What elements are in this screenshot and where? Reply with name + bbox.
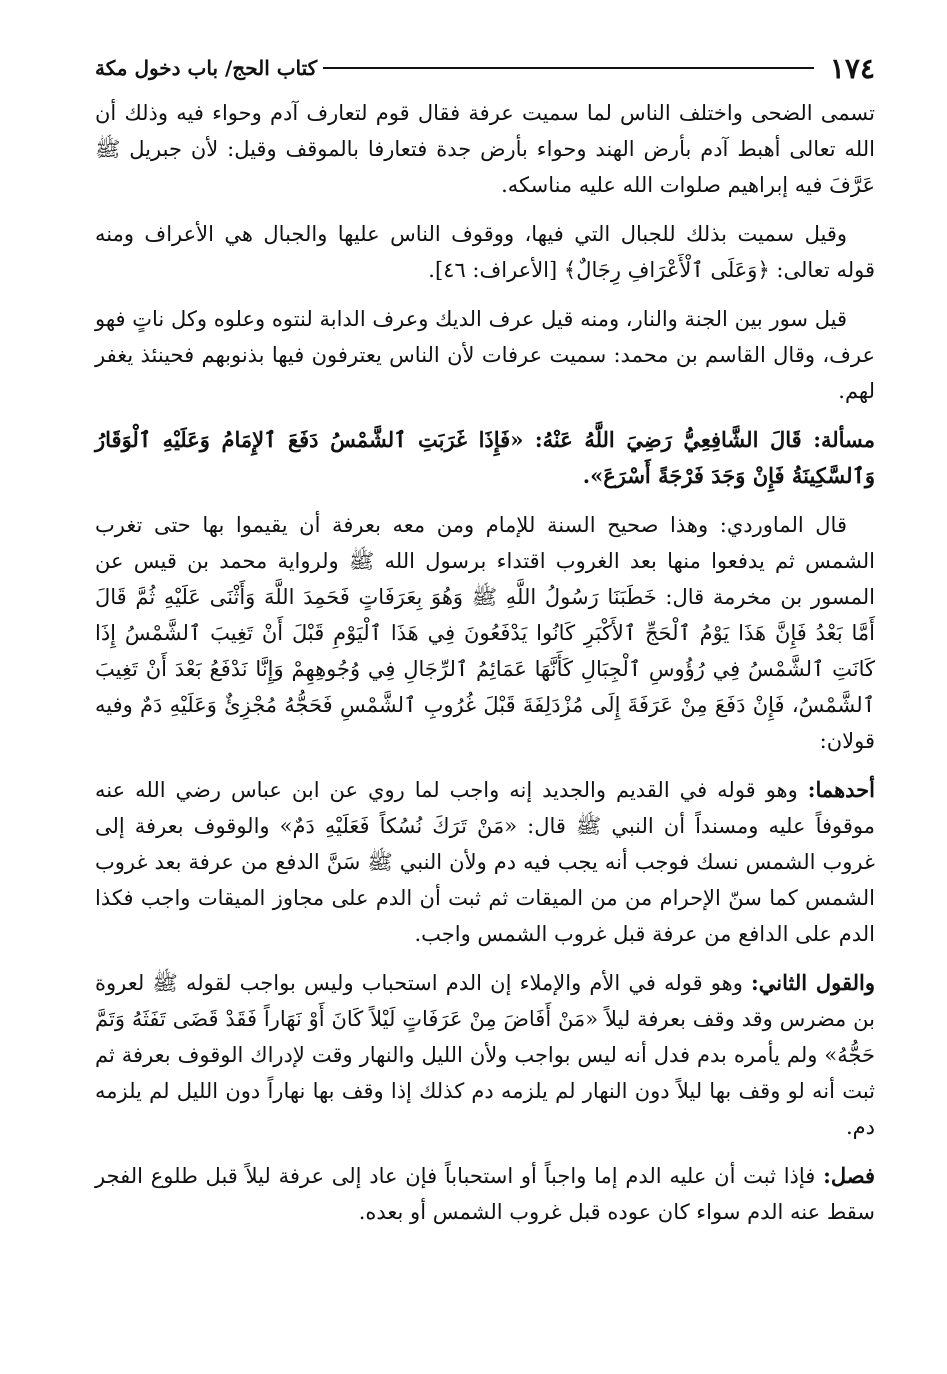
paragraph-second-opinion [95, 965, 875, 1145]
paragraph-text: تسمى الضحى واختلف الناس لما سميت عرفة فقال قوم لتعارف آدم وحواء فيه وذلك أن الله تعالى أهبط آدم بأرض الهند وحواء بأرض جدة فتعارفا بالموقف وقيل: لأن جبريل ﷺ عَرَّفَ فيه إبراهيم صلوات الله عليه مناسكه. [95, 101, 875, 197]
paragraph-lead: فصل: [823, 1163, 875, 1188]
paragraph-arafah-naming [95, 95, 875, 203]
header-rule [323, 67, 814, 69]
paragraph-text: قال الماوردي: وهذا صحيح السنة للإمام ومن معه بعرفة أن يقيموا بها حتى تغرب الشمس ثم يدفعوا منها بعد الغروب اقتداء برسول الله ﷺ ولرواية محمد بن قيس عن المسور بن مخرمة قال: خَطَبَنَا رَسُولُ اللَّهِ ﷺ وَهُوَ بِعَرَفَاتٍ فَحَمِدَ اللَّهَ وَأَثْنَى عَلَيْهِ ثُمَّ قَالَ أَمَّا بَعْدُ فَإِنَّ هَذَا يَوْمُ ٱلْحَجِّ ٱلأَكْبَرِ كَانُوا يَدْفَعُونَ فِي هَذَا ٱلْيَوْمِ قَبْلَ أَنْ تَغِيبَ ٱلشَّمْسُ إِذَا كَانَتِ ٱلشَّمْسُ فِي رُؤُوسِ ٱلْجِبَالِ كَأَنَّهَا عَمَائِمُ ٱلرِّجَالِ فِي وُجُوهِهِمْ وَإِنَّا نَدْفَعُ بَعْدَ أَنْ تَغِيبَ ٱلشَّمْسُ، فَإِنْ دَفَعَ مِنْ عَرَفَةَ إِلَى مُزْدَلِفَةَ قَبْلَ غُرُوبِ ٱلشَّمْسِ فَحَجُّهُ مُجْزِئٌ وَعَلَيْهِ دَمٌ وفيه قولان: [95, 513, 875, 753]
paragraph-text: قيل سور بين الجنة والنار، ومنه قيل عرف الديك وعرف الدابة لنتوه وعلوه وكل ناتٍ فهو عرف، وقال القاسم بن محمد: سميت عرفات لأن الناس يعترفون فيها بذنوبهم فحينئذ يغفر لهم. [95, 307, 875, 403]
page-number: ١٧٤ [829, 51, 875, 85]
paragraph-mountains [95, 216, 875, 288]
paragraph-lead: والقول الثاني: [751, 970, 875, 995]
paragraph-lead: أحدهما: [807, 777, 875, 802]
paragraph-text: فإذا ثبت أن عليه الدم إما واجباً أو استحباباً فإن عاد إلى عرفة ليلاً قبل طلوع الفجر سقط عنه الدم سواء كان عوده قبل غروب الشمس أو بعده. [95, 1164, 875, 1224]
paragraph-text: وهو قوله في القديم والجديد إنه واجب لما روي عن ابن عباس رضي الله عنه موقوفاً عليه ومسنداً أن النبي ﷺ قال: «مَنْ تَرَكَ نُسُكاً فَعَلَيْهِ دَمٌ» والوقوف بعرفة إلى غروب الشمس نسك فوجب أنه يجب فيه دم ولأن النبي ﷺ سَنَّ الدفع من عرفة بعد غروب الشمس كما سنّ الإحرام من من الميقات ثم ثبت أن الدم على مجاوز الميقات واجب فكذا الدم على الدافع من عرفة قبل غروب الشمس واجب. [95, 778, 875, 946]
paragraph-masalah [95, 422, 875, 494]
page-body [95, 95, 875, 1243]
paragraph-wall [95, 301, 875, 409]
paragraph-fasl [95, 1158, 875, 1230]
paragraph-text: رَضِيَ اللَّهُ عَنْهُ: «فَإِذَا غَرَبَتِ ٱلشَّمْسُ دَفَعَ ٱلإِمَامُ وَعَلَيْهِ ٱلْوَقَارُ وَٱلسَّكِينَةُ فَإِنْ وَجَدَ فَرْجَةً أَسْرَعَ». [95, 427, 875, 488]
paragraph-text: وقيل سميت بذلك للجبال التي فيها، ووقوف الناس عليها والجبال هي الأعراف ومنه قوله تعالى: ﴿وَعَلَى ٱلْأَعْرَافِ رِجَالٌ﴾ [الأعراف: ٤٦]. [95, 222, 875, 282]
paragraph-text: وهو قوله في الأم والإملاء إن الدم استحباب وليس بواجب لقوله ﷺ لعروة بن مضرس وقد وقف بعرفة ليلاً «مَنْ أَفَاضَ مِنْ عَرَفَاتٍ لَيْلاً كَانَ أَوْ نَهَاراً فَقَدْ قَضَى تَفَثَهُ وَتَمَّ حَجُّهُ» ولم يأمره بدم فدل أنه ليس بواجب ولأن الليل والنهار وقت لإدراك الوقوف بعرفة ثم ثبت أنه لو وقف بها ليلاً دون النهار لم يلزمه دم كذلك إذا وقف بها نهاراً دون الليل لم يلزمه دم. [95, 971, 875, 1139]
page-header [95, 48, 875, 88]
running-title: كتاب الحج/ باب دخول مكة [95, 56, 318, 80]
paragraph-lead: مسألة: قَالَ الشَّافِعِيُّ [683, 427, 875, 452]
paragraph-mawardi [95, 507, 875, 759]
paragraph-first-opinion [95, 772, 875, 952]
